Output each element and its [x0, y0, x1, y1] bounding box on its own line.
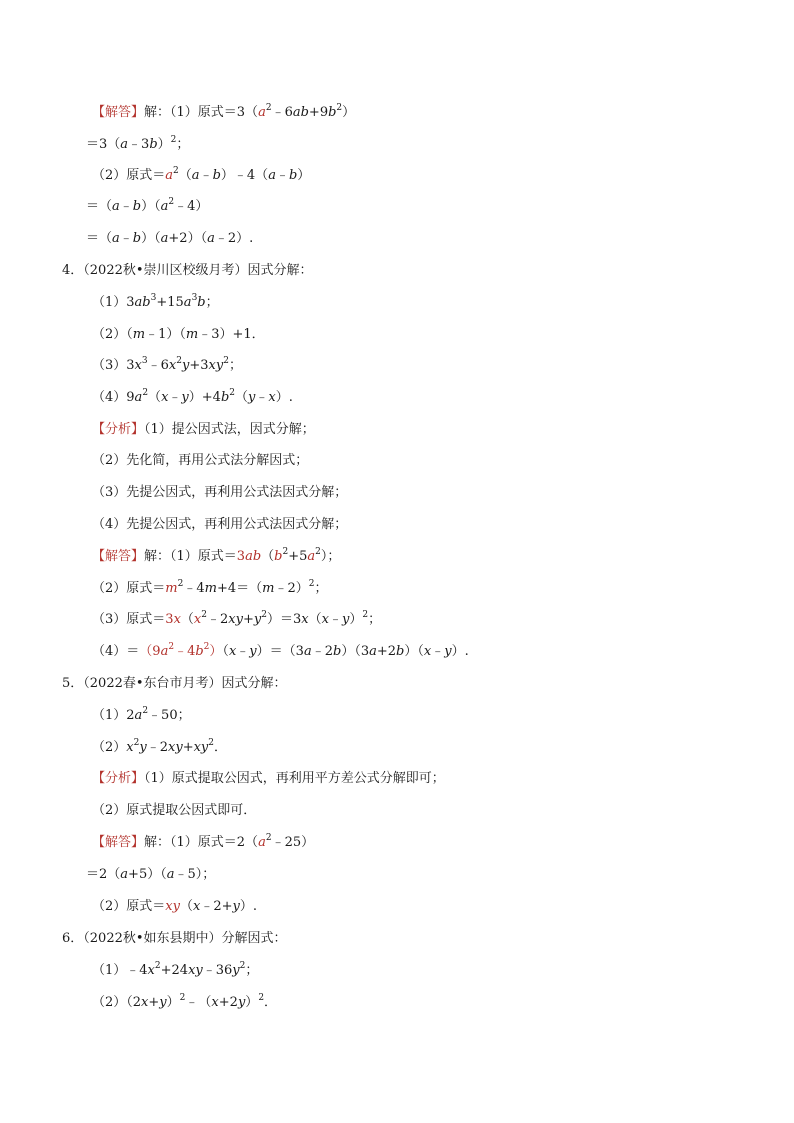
text-line-3: （2）原式$=a^2(a﹣b)﹣4(a﹣b)$: [92, 166, 311, 183]
text-line-18: $(4)=(9a^2﹣4b^2)(x﹣y)=(3a﹣2b)(3a+2b)(x﹣y)$.: [92, 642, 469, 659]
text-line-11: 【分析】（1）提公因式法，因式分解；: [92, 422, 315, 437]
text-line-5: ＝（a﹣b）（a+2）（a﹣2）.: [86, 231, 254, 246]
text-line-4: $=(a﹣b)(a^2﹣4)$: [86, 197, 209, 214]
text-line-15: 【解答】解：（1）原式$=3ab(b^2+5a^2)$；: [92, 547, 341, 564]
text-line-7: $(1)3ab^3+15a^3b$；: [92, 293, 219, 310]
text-line-29: $(2)(2x+y)^2﹣(x+2y)^2$．: [92, 993, 278, 1010]
text-line-28: $(1)﹣4x^2+24xy﹣36y^2$；: [92, 961, 259, 978]
text-line-26: （2）原式＝xy（x﹣2+y）.: [92, 899, 257, 914]
text-line-8: （2）（m﹣1）（m﹣3）+1．: [92, 327, 265, 342]
text-line-6: 4．（2022秋•崇川区校级月考）因式分解：: [62, 263, 313, 278]
text-line-9: $(3)3x^3﹣6x^2y+3xy^2$；: [92, 356, 242, 373]
text-line-1: 【解答】解：（1）原式$=3(a^2﹣6ab+9b^2)$: [92, 103, 356, 120]
text-line-20: $(1)2a^2﹣50$；: [92, 706, 191, 723]
text-line-19: 5．（2022春•东台市月考）因式分解：: [62, 676, 287, 691]
text-line-24: 【解答】解：（1）原式$=2(a^2﹣25)$: [92, 833, 315, 850]
text-line-25: ＝2（a+5）（a﹣5）；: [86, 867, 216, 882]
text-line-23: （2）原式提取公因式即可．: [92, 803, 257, 818]
text-line-13: （3）先提公因式，再利用公式法因式分解；: [92, 485, 348, 500]
text-line-17: （3）原式$=3x(x^2﹣2xy+y^2)=3x(x﹣y)^2$；: [92, 610, 382, 627]
text-line-10: $(4)9a^2(x﹣y)+4b^2(y﹣x)$.: [92, 388, 293, 405]
text-line-12: （2）先化简，再用公式法分解因式；: [92, 453, 309, 468]
text-line-2: ＝3（a﹣3b）$^2$；: [86, 135, 190, 152]
text-line-16: （2）原式$=m^2﹣4m+4=(m﹣2)^2$；: [92, 579, 328, 596]
text-line-27: 6．（2022秋•如东县期中）分解因式：: [62, 931, 287, 946]
text-line-22: 【分析】（1）原式提取公因式，再利用平方差公式分解即可；: [92, 771, 445, 786]
text-line-21: $(2)x^2y﹣2xy+xy^2$．: [92, 738, 228, 755]
text-line-14: （4）先提公因式，再利用公式法因式分解；: [92, 517, 348, 532]
